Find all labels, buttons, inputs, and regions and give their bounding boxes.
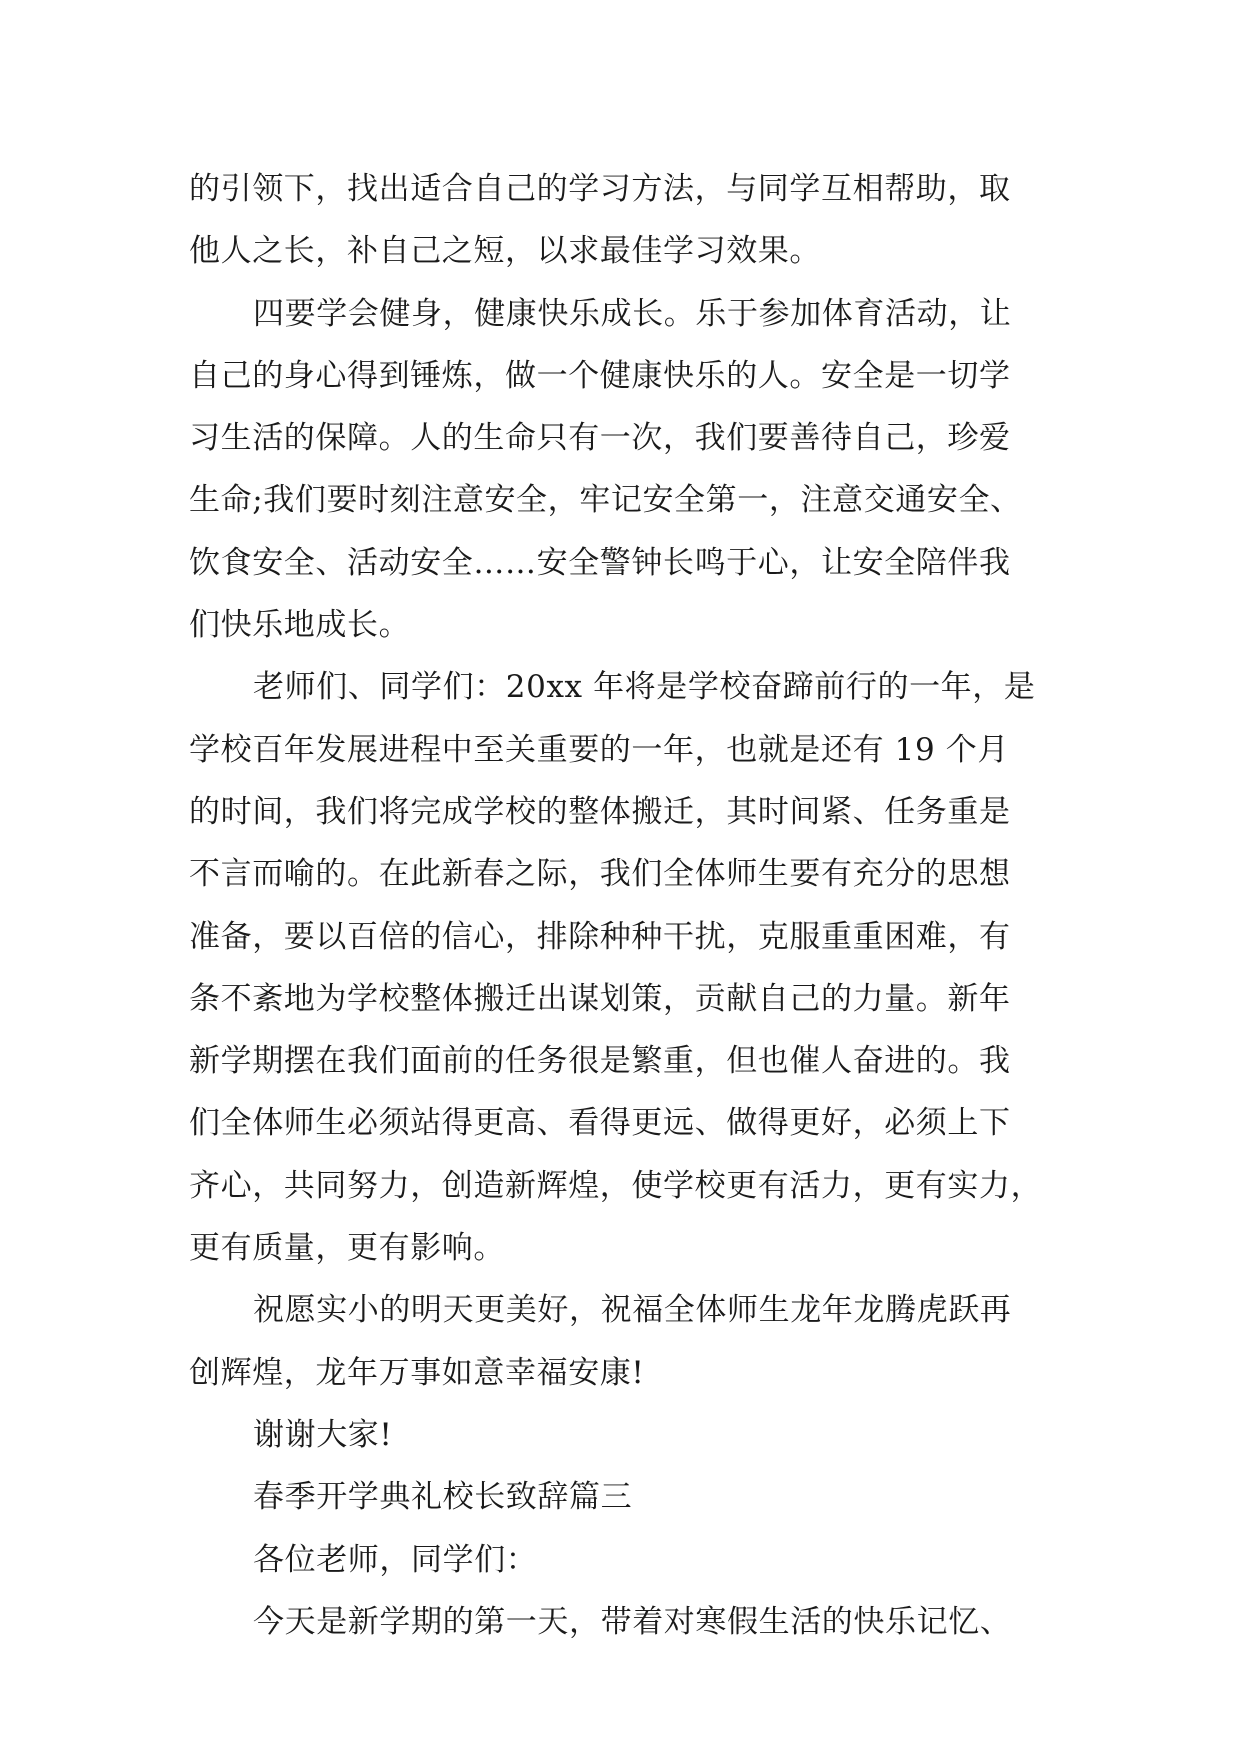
text-line: 们快乐地成长。 [189,607,411,644]
text-line: 不言而喻的。在此新春之际，我们全体师生要有充分的思想 [189,856,1011,893]
text-line: 生命;我们要时刻注意安全，牢记安全第一，注意交通安全、 [189,482,1022,519]
text-line: 们全体师生必须站得更高、看得更远、做得更好，必须上下 [189,1105,1011,1142]
text-line: 条不紊地为学校整体搬迁出谋划策，贡献自己的力量。新年 [189,980,1011,1017]
text-line: 祝愿实小的明天更美好，祝福全体师生龙年龙腾虎跃再 [253,1292,1012,1329]
text-line: 各位老师，同学们： [253,1541,538,1578]
text-line: 学校百年发展进程中至关重要的一年，也就是还有 19 个月 [189,731,1009,768]
text-line: 更有质量，更有影响。 [189,1230,505,1267]
text-line: 他人之长，补自己之短，以求最佳学习效果。 [189,233,821,270]
text-line: 新学期摆在我们面前的任务很是繁重，但也催人奋进的。我 [189,1043,1011,1080]
text-line: 习生活的保障。人的生命只有一次，我们要善待自己，珍爱 [189,420,1011,457]
text-line: 自己的身心得到锤炼，做一个健康快乐的人。安全是一切学 [189,357,1011,394]
text-line: 谢谢大家! [253,1416,393,1453]
text-line: 准备，要以百倍的信心，排除种种干扰，克服重重困难，有 [189,918,1011,955]
text-line: 齐心，共同努力，创造新辉煌，使学校更有活力，更有实力， [189,1167,1043,1204]
text-line: 四要学会健身，健康快乐成长。乐于参加体育活动，让 [253,295,1012,332]
text-line: 的引领下，找出适合自己的学习方法，与同学互相帮助，取 [189,171,1011,207]
document-body [189,158,1069,1653]
text-line: 今天是新学期的第一天，带着对寒假生活的快乐记忆、 [253,1603,1012,1640]
text-line: 老师们、同学们：20xx 年将是学校奋蹄前行的一年，是 [253,669,1036,706]
text-line: 春季开学典礼校长致辞篇三 [253,1479,633,1516]
text-line: 的时间，我们将完成学校的整体搬迁，其时间紧、任务重是 [189,793,1011,830]
text-line: 创辉煌，龙年万事如意幸福安康! [189,1354,645,1391]
text-line: 饮食安全、活动安全……安全警钟长鸣于心，让安全陪伴我 [189,544,1011,581]
